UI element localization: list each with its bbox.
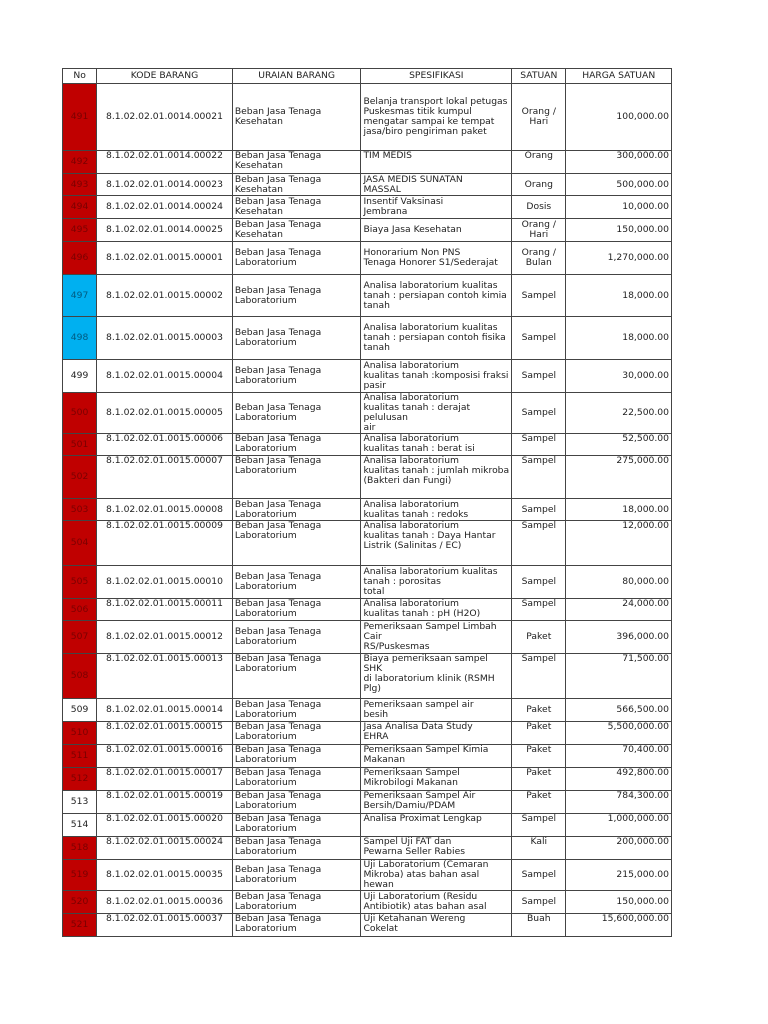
row-number-cell: 519	[63, 860, 97, 891]
harga-satuan-cell: 18,000.00	[566, 275, 672, 317]
uraian-barang-cell: Beban Jasa Tenaga Laboratorium	[232, 699, 361, 722]
kode-barang-cell: 8.1.02.02.01.0015.00002	[97, 275, 233, 317]
uraian-barang-cell: Beban Jasa Tenaga Laboratorium	[232, 654, 361, 699]
uraian-barang-cell: Beban Jasa Tenaga Laboratorium	[232, 434, 361, 456]
table-row	[63, 360, 672, 393]
row-number-cell: 507	[63, 621, 97, 654]
kode-barang-cell: 8.1.02.02.01.0015.00017	[97, 768, 233, 791]
satuan-cell: Paket	[512, 699, 566, 722]
table-row	[63, 814, 672, 837]
uraian-barang-cell: Beban Jasa Tenaga Laboratorium	[232, 393, 361, 434]
kode-barang-cell: 8.1.02.02.01.0014.00021	[97, 84, 233, 151]
kode-barang-cell: 8.1.02.02.01.0015.00019	[97, 791, 233, 814]
satuan-cell: Sampel	[512, 499, 566, 521]
spesifikasi-cell: Pemeriksaan sampel air besih	[361, 699, 512, 722]
table-row	[63, 745, 672, 768]
uraian-barang-cell: Beban Jasa Tenaga Laboratorium	[232, 791, 361, 814]
harga-satuan-cell: 12,000.00	[566, 521, 672, 566]
spesifikasi-cell: Analisa laboratorium kualitas tanah : redoks	[361, 499, 512, 521]
harga-satuan-cell: 566,500.00	[566, 699, 672, 722]
kode-barang-cell: 8.1.02.02.01.0015.00008	[97, 499, 233, 521]
kode-barang-cell: 8.1.02.02.01.0014.00024	[97, 196, 233, 219]
table-row	[63, 456, 672, 499]
uraian-barang-cell: Beban Jasa Tenaga Laboratorium	[232, 275, 361, 317]
spesifikasi-cell: Jasa Analisa Data Study EHRA	[361, 722, 512, 745]
uraian-barang-cell: Beban Jasa Tenaga Laboratorium	[232, 722, 361, 745]
table-row	[63, 599, 672, 621]
header-satuan: SATUAN	[512, 69, 566, 84]
kode-barang-cell: 8.1.02.02.01.0015.00009	[97, 521, 233, 566]
satuan-cell: Paket	[512, 745, 566, 768]
satuan-cell: Sampel	[512, 521, 566, 566]
uraian-barang-cell: Beban Jasa Tenaga Kesehatan	[232, 151, 361, 174]
kode-barang-cell: 8.1.02.02.01.0015.00001	[97, 242, 233, 275]
row-number-cell: 500	[63, 393, 97, 434]
satuan-cell: Sampel	[512, 566, 566, 599]
satuan-cell: Paket	[512, 791, 566, 814]
price-table	[62, 68, 672, 937]
kode-barang-cell: 8.1.02.02.01.0015.00015	[97, 722, 233, 745]
kode-barang-cell: 8.1.02.02.01.0015.00036	[97, 891, 233, 914]
harga-satuan-cell: 784,300.00	[566, 791, 672, 814]
spesifikasi-cell: Analisa laboratorium kualitas tanah :komposisi fraksi pasir	[361, 360, 512, 393]
satuan-cell: Orang / Bulan	[512, 242, 566, 275]
satuan-cell: Orang / Hari	[512, 84, 566, 151]
spesifikasi-cell: Pemeriksaan Sampel Air Bersih/Damiu/PDAM	[361, 791, 512, 814]
table-row	[63, 566, 672, 599]
spesifikasi-cell: Biaya Jasa Kesehatan	[361, 219, 512, 242]
satuan-cell: Sampel	[512, 434, 566, 456]
harga-satuan-cell: 300,000.00	[566, 151, 672, 174]
harga-satuan-cell: 22,500.00	[566, 393, 672, 434]
spesifikasi-cell: Analisa laboratorium kualitas tanah : persiapan contoh fisika tanah	[361, 317, 512, 360]
uraian-barang-cell: Beban Jasa Tenaga Kesehatan	[232, 196, 361, 219]
table-row	[63, 434, 672, 456]
table-row	[63, 722, 672, 745]
satuan-cell: Sampel	[512, 275, 566, 317]
row-number-cell: 505	[63, 566, 97, 599]
uraian-barang-cell: Beban Jasa Tenaga Laboratorium	[232, 317, 361, 360]
kode-barang-cell: 8.1.02.02.01.0014.00023	[97, 174, 233, 196]
row-number-cell: 502	[63, 456, 97, 499]
uraian-barang-cell: Beban Jasa Tenaga Laboratorium	[232, 499, 361, 521]
table-row	[63, 499, 672, 521]
table-row	[63, 317, 672, 360]
spesifikasi-cell: Analisa laboratorium kualitas tanah : Daya Hantar Listrik (Salinitas / EC)	[361, 521, 512, 566]
row-number-cell: 496	[63, 242, 97, 275]
uraian-barang-cell: Beban Jasa Tenaga Laboratorium	[232, 768, 361, 791]
uraian-barang-cell: Beban Jasa Tenaga Laboratorium	[232, 837, 361, 860]
row-number-cell: 520	[63, 891, 97, 914]
harga-satuan-cell: 150,000.00	[566, 219, 672, 242]
uraian-barang-cell: Beban Jasa Tenaga Laboratorium	[232, 456, 361, 499]
spesifikasi-cell: Analisa laboratorium kualitas tanah : derajat pelulusan air	[361, 393, 512, 434]
table-row	[63, 768, 672, 791]
kode-barang-cell: 8.1.02.02.01.0015.00037	[97, 914, 233, 937]
kode-barang-cell: 8.1.02.02.01.0015.00006	[97, 434, 233, 456]
row-number-cell: 499	[63, 360, 97, 393]
row-number-cell: 491	[63, 84, 97, 151]
row-number-cell: 509	[63, 699, 97, 722]
kode-barang-cell: 8.1.02.02.01.0015.00007	[97, 456, 233, 499]
kode-barang-cell: 8.1.02.02.01.0015.00003	[97, 317, 233, 360]
kode-barang-cell: 8.1.02.02.01.0015.00024	[97, 837, 233, 860]
satuan-cell: Buah	[512, 914, 566, 937]
uraian-barang-cell: Beban Jasa Tenaga Laboratorium	[232, 745, 361, 768]
kode-barang-cell: 8.1.02.02.01.0015.00010	[97, 566, 233, 599]
spesifikasi-cell: Analisa laboratorium kualitas tanah : pH (H2O)	[361, 599, 512, 621]
spesifikasi-cell: Biaya pemeriksaan sampel SHK di laboratorium klinik (RSMH Plg)	[361, 654, 512, 699]
satuan-cell: Kali	[512, 837, 566, 860]
spesifikasi-cell: Analisa laboratorium kualitas tanah : persiapan contoh kimia tanah	[361, 275, 512, 317]
table-row	[63, 914, 672, 937]
table-row	[63, 521, 672, 566]
row-number-cell: 498	[63, 317, 97, 360]
kode-barang-cell: 8.1.02.02.01.0015.00020	[97, 814, 233, 837]
spesifikasi-cell: Analisa laboratorium kualitas tanah : jumlah mikroba (Bakteri dan Fungi)	[361, 456, 512, 499]
uraian-barang-cell: Beban Jasa Tenaga Kesehatan	[232, 174, 361, 196]
spesifikasi-cell: Honorarium Non PNS Tenaga Honorer S1/Sederajat	[361, 242, 512, 275]
table-row	[63, 275, 672, 317]
spesifikasi-cell: Insentif Vaksinasi Jembrana	[361, 196, 512, 219]
harga-satuan-cell: 71,500.00	[566, 654, 672, 699]
header-row	[63, 69, 672, 84]
spesifikasi-cell: Uji Ketahanan Wereng Cokelat	[361, 914, 512, 937]
satuan-cell: Orang	[512, 151, 566, 174]
spesifikasi-cell: TIM MEDIS	[361, 151, 512, 174]
kode-barang-cell: 8.1.02.02.01.0015.00005	[97, 393, 233, 434]
spesifikasi-cell: Sampel Uji FAT dan Pewarna Seller Rabies	[361, 837, 512, 860]
harga-satuan-cell: 275,000.00	[566, 456, 672, 499]
harga-satuan-cell: 500,000.00	[566, 174, 672, 196]
uraian-barang-cell: Beban Jasa Tenaga Laboratorium	[232, 242, 361, 275]
table-row	[63, 891, 672, 914]
harga-satuan-cell: 396,000.00	[566, 621, 672, 654]
spesifikasi-cell: Analisa laboratorium kualitas tanah : berat isi	[361, 434, 512, 456]
table-row	[63, 621, 672, 654]
uraian-barang-cell: Beban Jasa Tenaga Laboratorium	[232, 360, 361, 393]
uraian-barang-cell: Beban Jasa Tenaga Laboratorium	[232, 599, 361, 621]
harga-satuan-cell: 15,600,000.00	[566, 914, 672, 937]
table-row	[63, 654, 672, 699]
harga-satuan-cell: 18,000.00	[566, 317, 672, 360]
row-number-cell: 508	[63, 654, 97, 699]
spesifikasi-cell: Pemeriksaan Sampel Kimia Makanan	[361, 745, 512, 768]
harga-satuan-cell: 150,000.00	[566, 891, 672, 914]
row-number-cell: 511	[63, 745, 97, 768]
harga-satuan-cell: 1,270,000.00	[566, 242, 672, 275]
row-number-cell: 495	[63, 219, 97, 242]
satuan-cell: Sampel	[512, 599, 566, 621]
header-harga-satuan: HARGA SATUAN	[566, 69, 672, 84]
table-row	[63, 791, 672, 814]
kode-barang-cell: 8.1.02.02.01.0015.00011	[97, 599, 233, 621]
table-body	[63, 84, 672, 937]
uraian-barang-cell: Beban Jasa Tenaga Kesehatan	[232, 219, 361, 242]
header-spesifikasi: SPESIFIKASI	[361, 69, 512, 84]
table-row	[63, 699, 672, 722]
row-number-cell: 506	[63, 599, 97, 621]
spesifikasi-cell: Uji Laboratorium (Cemaran Mikroba) atas bahan asal hewan	[361, 860, 512, 891]
spesifikasi-cell: Uji Laboratorium (Residu Antibiotik) atas bahan asal	[361, 891, 512, 914]
table-row	[63, 174, 672, 196]
table-row	[63, 151, 672, 174]
uraian-barang-cell: Beban Jasa Tenaga Laboratorium	[232, 914, 361, 937]
kode-barang-cell: 8.1.02.02.01.0015.00004	[97, 360, 233, 393]
spesifikasi-cell: Analisa Proximat Lengkap	[361, 814, 512, 837]
row-number-cell: 514	[63, 814, 97, 837]
row-number-cell: 510	[63, 722, 97, 745]
row-number-cell: 497	[63, 275, 97, 317]
spesifikasi-cell: JASA MEDIS SUNATAN MASSAL	[361, 174, 512, 196]
satuan-cell: Sampel	[512, 393, 566, 434]
harga-satuan-cell: 1,000,000.00	[566, 814, 672, 837]
table-row	[63, 860, 672, 891]
row-number-cell: 504	[63, 521, 97, 566]
harga-satuan-cell: 200,000.00	[566, 837, 672, 860]
uraian-barang-cell: Beban Jasa Tenaga Kesehatan	[232, 84, 361, 151]
satuan-cell: Sampel	[512, 860, 566, 891]
harga-satuan-cell: 24,000.00	[566, 599, 672, 621]
row-number-cell: 492	[63, 151, 97, 174]
spesifikasi-cell: Analisa laboratorium kualitas tanah : porositas total	[361, 566, 512, 599]
spesifikasi-cell: Belanja transport lokal petugas Puskesmas titik kumpul mengatar sampai ke tempat jasa/biro pengiriman paket	[361, 84, 512, 151]
table-row	[63, 837, 672, 860]
satuan-cell: Paket	[512, 621, 566, 654]
harga-satuan-cell: 10,000.00	[566, 196, 672, 219]
satuan-cell: Paket	[512, 722, 566, 745]
kode-barang-cell: 8.1.02.02.01.0015.00012	[97, 621, 233, 654]
spesifikasi-cell: Pemeriksaan Sampel Limbah Cair RS/Puskesmas	[361, 621, 512, 654]
row-number-cell: 494	[63, 196, 97, 219]
satuan-cell: Orang / Hari	[512, 219, 566, 242]
uraian-barang-cell: Beban Jasa Tenaga Laboratorium	[232, 566, 361, 599]
uraian-barang-cell: Beban Jasa Tenaga Laboratorium	[232, 860, 361, 891]
kode-barang-cell: 8.1.02.02.01.0015.00013	[97, 654, 233, 699]
table-row	[63, 219, 672, 242]
satuan-cell: Sampel	[512, 814, 566, 837]
header-uraian-barang: URAIAN BARANG	[232, 69, 361, 84]
satuan-cell: Sampel	[512, 891, 566, 914]
harga-satuan-cell: 30,000.00	[566, 360, 672, 393]
harga-satuan-cell: 5,500,000.00	[566, 722, 672, 745]
satuan-cell: Dosis	[512, 196, 566, 219]
harga-satuan-cell: 80,000.00	[566, 566, 672, 599]
table-row	[63, 393, 672, 434]
table-row	[63, 196, 672, 219]
table-row	[63, 84, 672, 151]
satuan-cell: Sampel	[512, 360, 566, 393]
table-row	[63, 242, 672, 275]
harga-satuan-cell: 492,800.00	[566, 768, 672, 791]
satuan-cell: Paket	[512, 768, 566, 791]
harga-satuan-cell: 100,000.00	[566, 84, 672, 151]
satuan-cell: Sampel	[512, 456, 566, 499]
satuan-cell: Orang	[512, 174, 566, 196]
row-number-cell: 518	[63, 837, 97, 860]
row-number-cell: 513	[63, 791, 97, 814]
spesifikasi-cell: Pemeriksaan Sampel Mikrobilogi Makanan	[361, 768, 512, 791]
kode-barang-cell: 8.1.02.02.01.0015.00014	[97, 699, 233, 722]
uraian-barang-cell: Beban Jasa Tenaga Laboratorium	[232, 621, 361, 654]
harga-satuan-cell: 18,000.00	[566, 499, 672, 521]
header-kode-barang: KODE BARANG	[97, 69, 233, 84]
uraian-barang-cell: Beban Jasa Tenaga Laboratorium	[232, 891, 361, 914]
row-number-cell: 503	[63, 499, 97, 521]
kode-barang-cell: 8.1.02.02.01.0015.00035	[97, 860, 233, 891]
satuan-cell: Sampel	[512, 317, 566, 360]
row-number-cell: 512	[63, 768, 97, 791]
harga-satuan-cell: 52,500.00	[566, 434, 672, 456]
satuan-cell: Sampel	[512, 654, 566, 699]
uraian-barang-cell: Beban Jasa Tenaga Laboratorium	[232, 814, 361, 837]
uraian-barang-cell: Beban Jasa Tenaga Laboratorium	[232, 521, 361, 566]
kode-barang-cell: 8.1.02.02.01.0014.00022	[97, 151, 233, 174]
row-number-cell: 493	[63, 174, 97, 196]
row-number-cell: 501	[63, 434, 97, 456]
kode-barang-cell: 8.1.02.02.01.0014.00025	[97, 219, 233, 242]
harga-satuan-cell: 215,000.00	[566, 860, 672, 891]
kode-barang-cell: 8.1.02.02.01.0015.00016	[97, 745, 233, 768]
header-no: No	[63, 69, 97, 84]
row-number-cell: 521	[63, 914, 97, 937]
harga-satuan-cell: 70,400.00	[566, 745, 672, 768]
